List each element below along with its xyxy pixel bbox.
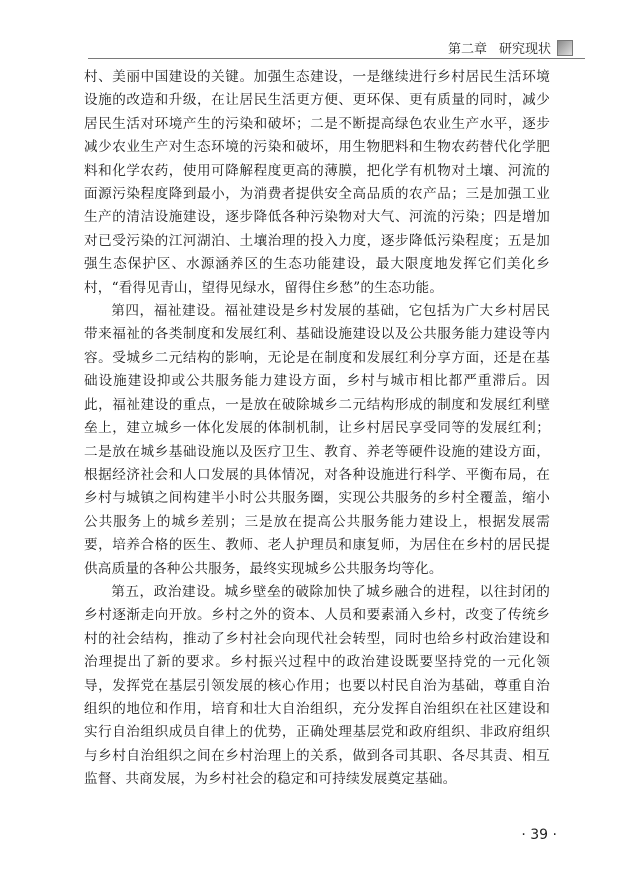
paragraph: 村、美丽中国建设的关键。加强生态建设，一是继续进行乡村居民生活环境设施的改造和升级，在让居民生活更方便、更环保、更有质量的同时，减少居民生活对环境产生的污染和破坏；二是不断提高绿色农业生产水平，逐步减少农业生产对生态环境的污染和破坏，用生物肥料和生物农药替代化学肥料和化学农药，使用可降解程度更高的薄膜，把化学有机物对土壤、河流的面源污染程度降到最小，为消费者提供安全高品质的农产品；三是加强工业生产的清洁设施建设，逐步降低各种污染物对大气、河流的污染；四是增加对已受污染的江河湖泊、土壤治理的投入力度，逐步降低污染程度；五是加强生态保护区、水源涵养区的生态功能建设，最大限度地发挥它们美化乡村，“看得见青山，望得见绿水，留得住乡愁”的生态功能。: [84, 69, 550, 296]
page-number: · 39 ·: [521, 827, 557, 843]
section-title: 研究现状: [498, 42, 551, 57]
paragraph: 第五，政治建设。城乡壁垒的破除加快了城乡融合的进程，以往封闭的乡村逐渐走向开放。乡村之外的资本、人员和要素涌入乡村，改变了传统乡村的社会结构，推动了乡村社会向现代社会转型，同时也给乡村政治建设和治理提出了新的要求。乡村振兴过程中的政治建设既要坚持党的一元化领导，发挥党在基层引领发展的核心作用；也要以村民自治为基础，尊重自治组织的地位和作用，培育和壮大自治组织，充分发挥自治组织在社区建设和实行自治组织成员自律上的优势，正确处理基层党和政府组织、非政府组织与乡村自治组织之间在乡村治理上的关系，做到各司其职、各尽其责、相互监督、共商发展，为乡村社会的稳定和可持续发展奠定基础。: [84, 583, 550, 788]
chapter-label: 第二章: [447, 42, 487, 57]
header-square-icon: [557, 40, 573, 56]
running-header: [448, 38, 573, 57]
body-text: [84, 66, 550, 792]
paragraph: 第四，福祉建设。福祉建设是乡村发展的基础，它包括为广大乡村居民带来福祉的各类制度和发展红利、基础设施建设以及公共服务能力建设等内容。受城乡二元结构的影响，无论是在制度和发展红利分享方面，还是在基础设施建设抑或公共服务能力建设方面，乡村与城市相比都严重滞后。因此，福祉建设的重点，一是放在破除城乡二元结构形成的制度和发展红利壁垒上，建立城乡一体化发展的体制机制，让乡村居民享受同等的发展红利；二是放在城乡基础设施以及医疗卫生、教育、养老等硬件设施的建设方面，根据经济社会和人口发展的具体情况，对各种设施进行科学、平衡布局，在乡村与城镇之间构建半小时公共服务圈，实现公共服务的乡村全覆盖，缩小公共服务上的城乡差别；三是放在提高公共服务能力建设上，根据发展需要，培养合格的医生、教师、老人护理员和康复师，为居住在乡村的居民提供高质量的各种公共服务，最终实现城乡公共服务均等化。: [84, 303, 550, 577]
header-rule: [88, 58, 585, 59]
